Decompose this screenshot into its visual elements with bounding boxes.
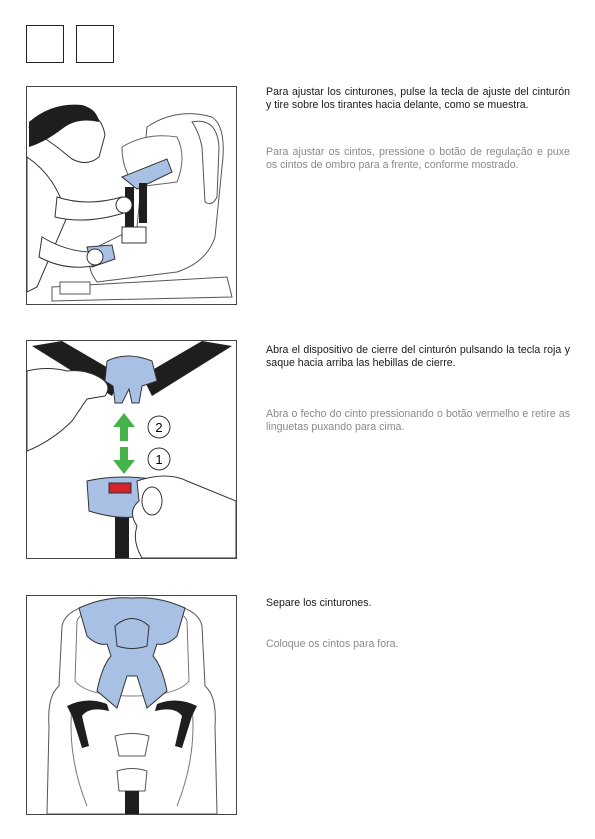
step2-text-es: Abra el dispositivo de cierre del cinturón pulsando la tecla roja y saque hacia arriba las hebillas de cierre. <box>266 344 570 370</box>
arrow-down-icon <box>113 447 135 474</box>
separate-belts-svg <box>27 596 236 814</box>
step1-text-pt: Para ajustar os cintos, pressione o botão de regulação e puxe os cintos de ombro para a frente, conforme mostrado. <box>266 146 570 172</box>
header-box-1 <box>26 25 64 63</box>
step1-text-es: Para ajustar los cinturones, pulse la tecla de ajuste del cinturón y tire sobre los tirantes hacia delante, como se muestra. <box>266 86 570 112</box>
separate-belts-illustration <box>26 595 237 815</box>
adjust-harness-illustration <box>26 86 237 305</box>
buckle-release-svg <box>27 341 236 558</box>
step3-text-es: Separe los cinturones. <box>266 597 372 609</box>
step3-text-pt: Coloque os cintos para fora. <box>266 638 399 650</box>
badge-1: 1 <box>155 452 163 467</box>
buckle-release-illustration <box>26 340 237 559</box>
badge-2: 2 <box>155 420 163 435</box>
header-box-2 <box>76 25 114 63</box>
adjust-harness-svg <box>27 87 236 304</box>
step2-text-pt: Abra o fecho do cinto pressionando o botão vermelho e retire as linguetas puxando para cima. <box>266 408 570 434</box>
red-release-button <box>109 483 131 493</box>
arrow-up-icon <box>113 413 135 441</box>
